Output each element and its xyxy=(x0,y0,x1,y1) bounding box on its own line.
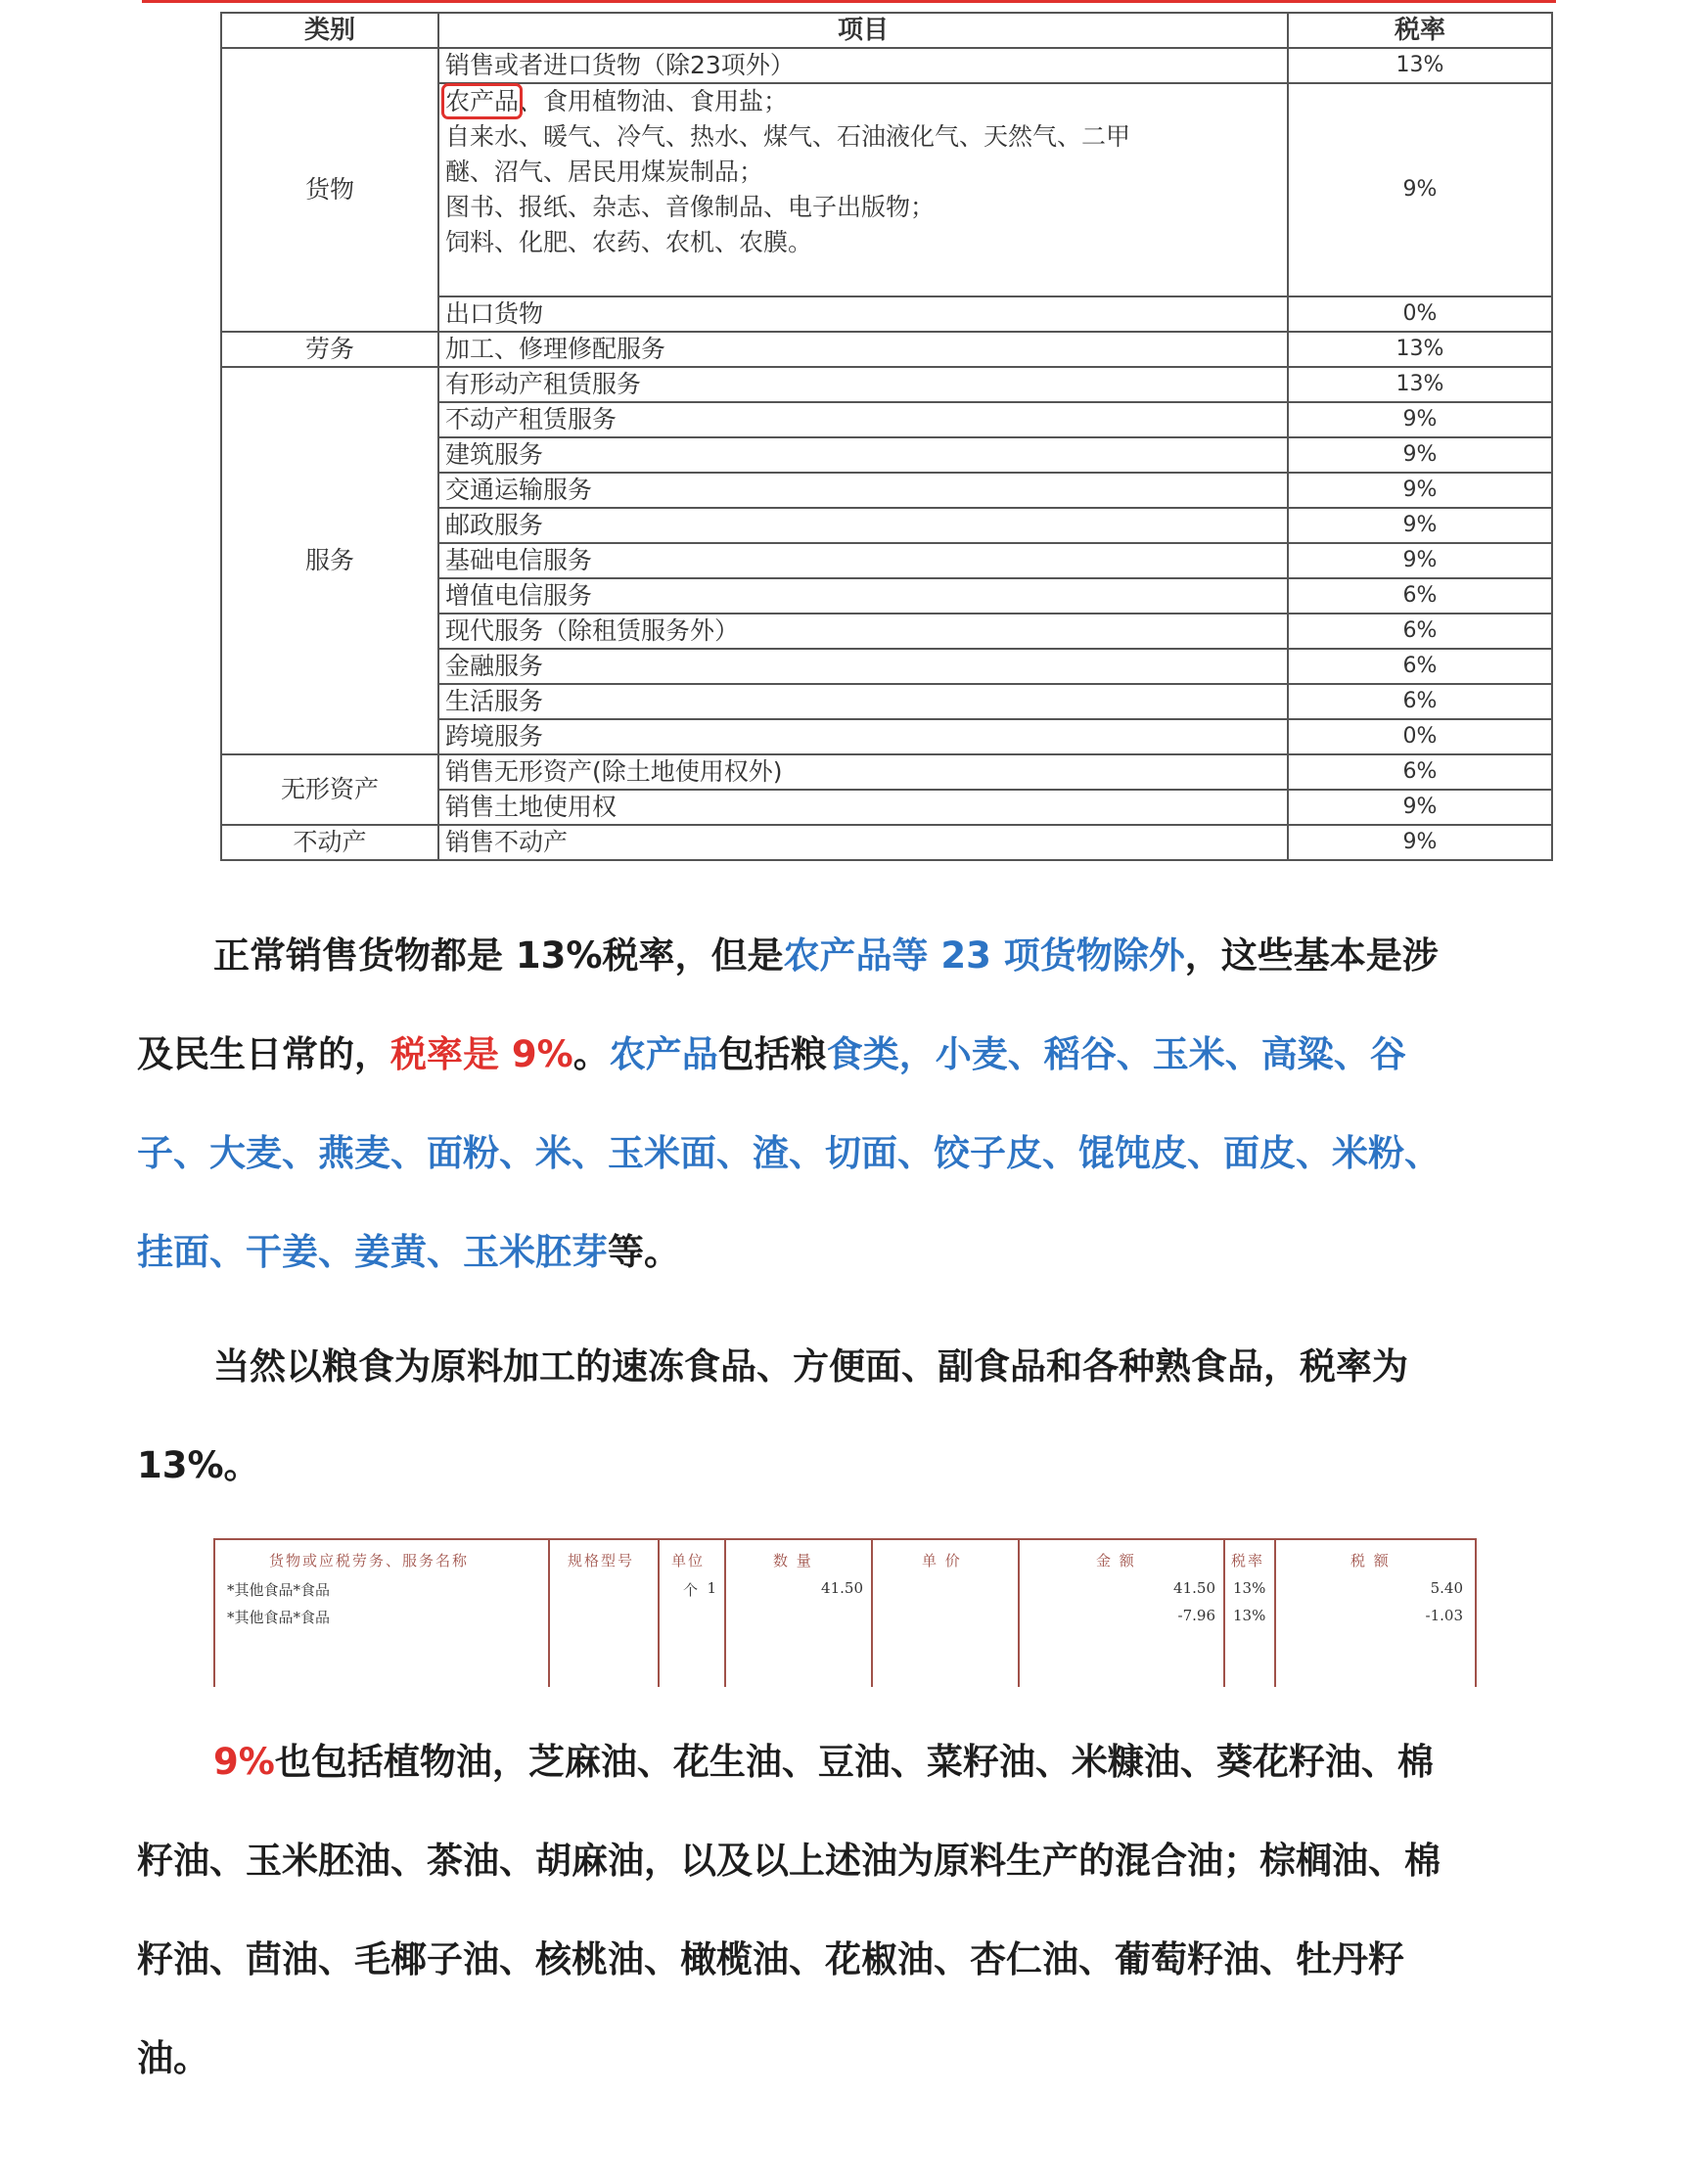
rate-cell: 6% xyxy=(1288,614,1552,649)
item-cell: 邮政服务 xyxy=(438,508,1288,543)
header-item: 项目 xyxy=(438,13,1288,48)
rate-cell: 0% xyxy=(1288,719,1552,754)
invoice-rate: 13% xyxy=(1233,1607,1266,1624)
rate-cell: 9% xyxy=(1288,508,1552,543)
rate-cell: 13% xyxy=(1288,367,1552,402)
item-cell: 出口货物 xyxy=(438,296,1288,332)
invoice-tax: -1.03 xyxy=(1425,1607,1463,1624)
rate-cell: 13% xyxy=(1288,332,1552,367)
rate-cell: 6% xyxy=(1288,578,1552,614)
table-header-row xyxy=(221,13,1552,48)
invoice-excerpt xyxy=(213,1538,1477,1687)
red-text-run: 税率是 9% xyxy=(390,1033,573,1075)
item-cell: 基础电信服务 xyxy=(438,543,1288,578)
invoice-header-amount: 金 额 xyxy=(1096,1552,1136,1570)
item-cell: 增值电信服务 xyxy=(438,578,1288,614)
invoice-tax: 5.40 xyxy=(1430,1579,1463,1597)
paragraph-processed-food: 当然以粮食为原料加工的速冻食品、方便面、副食品和各种熟食品，税率为 13%。 xyxy=(137,1345,1408,1486)
item-cell-9pct-goods xyxy=(438,83,1288,296)
rate-cell: 0% xyxy=(1288,296,1552,332)
goods-line-text: 、食用植物油、食用盐； xyxy=(519,87,789,115)
rate-cell: 6% xyxy=(1288,649,1552,684)
category-goods: 货物 xyxy=(221,48,438,332)
invoice-header-price: 单 价 xyxy=(922,1552,962,1570)
text-run: 。 xyxy=(572,1033,610,1075)
table-row xyxy=(221,48,1552,83)
blue-text-run: 农产品 xyxy=(609,1033,718,1075)
invoice-header-name: 货物或应税劳务、服务名称 xyxy=(269,1552,470,1570)
table-row xyxy=(221,367,1552,402)
vat-rate-table xyxy=(220,12,1553,861)
goods-line xyxy=(445,84,1281,119)
table-row xyxy=(221,825,1552,860)
item-cell: 金融服务 xyxy=(438,649,1288,684)
goods-line: 自来水、暖气、冷气、热水、煤气、石油液化气、天然气、二甲 xyxy=(445,122,1131,151)
rate-cell: 9% xyxy=(1288,473,1552,508)
text-run: ，这些基本是涉及民生日常的， xyxy=(137,934,1439,1075)
text-run: 等。 xyxy=(608,1231,680,1273)
category-real-estate: 不动产 xyxy=(221,825,438,860)
table-row xyxy=(221,332,1552,367)
item-cell: 加工、修理修配服务 xyxy=(438,332,1288,367)
text-run: 包括粮 xyxy=(717,1033,827,1075)
rate-cell: 9% xyxy=(1288,437,1552,473)
table-row xyxy=(221,754,1552,790)
invoice-header-rate: 税率 xyxy=(1231,1552,1265,1570)
text-run: 正常销售货物都是 13%税率，但是 xyxy=(213,934,784,977)
text-run: 也包括植物油，芝麻油、花生油、豆油、菜籽油、米糠油、葵花籽油、棉籽油、玉米胚油、茶油、胡麻油，以及以上述油为原料生产的混合油；棕榈油、棉籽油、茴油、毛椰子油、核桃油、橄榄油、花椒油、杏仁油、葡萄籽油、牡丹籽油。 xyxy=(137,1741,1441,2079)
rate-cell: 13% xyxy=(1288,48,1552,83)
rate-cell: 9% xyxy=(1288,543,1552,578)
paragraph-agricultural-products xyxy=(137,906,1458,1301)
highlight-agricultural-products: 农产品 xyxy=(445,87,520,115)
item-cell: 交通运输服务 xyxy=(438,473,1288,508)
item-cell: 现代服务（除租赁服务外） xyxy=(438,614,1288,649)
goods-line: 图书、报纸、杂志、音像制品、电子出版物； xyxy=(445,193,936,221)
item-cell: 不动产租赁服务 xyxy=(438,402,1288,437)
rate-cell: 9% xyxy=(1288,83,1552,296)
invoice-unit: 个 xyxy=(683,1581,699,1599)
rate-cell: 9% xyxy=(1288,402,1552,437)
rate-cell: 9% xyxy=(1288,790,1552,825)
invoice-header-unit: 单位 xyxy=(671,1552,706,1570)
category-services: 服务 xyxy=(221,367,438,754)
invoice-header-spec: 规格型号 xyxy=(568,1552,635,1570)
rate-cell: 9% xyxy=(1288,825,1552,860)
item-cell: 建筑服务 xyxy=(438,437,1288,473)
item-cell: 生活服务 xyxy=(438,684,1288,719)
header-category: 类别 xyxy=(221,13,438,48)
header-rate: 税率 xyxy=(1288,13,1552,48)
blue-text-run: 农产品等 23 项货物除外 xyxy=(783,934,1185,977)
invoice-header-tax: 税 额 xyxy=(1350,1552,1391,1570)
item-cell: 跨境服务 xyxy=(438,719,1288,754)
invoice-amount: -7.96 xyxy=(1177,1607,1215,1624)
invoice-qty: 1 xyxy=(707,1579,716,1597)
item-cell: 销售土地使用权 xyxy=(438,790,1288,825)
category-labor: 劳务 xyxy=(221,332,438,367)
blue-text-run: 食类，小麦、稻谷、玉米、高粱、谷子、大麦、燕麦、面粉、米、玉米面、渣、切面、饺子皮、馄饨皮、面皮、米粉、挂面、干姜、姜黄、玉米胚芽 xyxy=(137,1033,1441,1273)
item-cell: 有形动产租赁服务 xyxy=(438,367,1288,402)
invoice-item-name: *其他食品*食品 xyxy=(227,1581,331,1599)
item-cell: 销售无形资产(除土地使用权外) xyxy=(438,754,1288,790)
category-intangible: 无形资产 xyxy=(221,754,438,825)
goods-line: 饲料、化肥、农药、农机、农膜。 xyxy=(445,228,813,256)
invoice-amount: 41.50 xyxy=(1173,1579,1215,1597)
item-cell: 销售或者进口货物（除23项外） xyxy=(438,48,1288,83)
invoice-price: 41.50 xyxy=(821,1579,863,1597)
invoice-rate: 13% xyxy=(1233,1579,1266,1597)
item-cell: 销售不动产 xyxy=(438,825,1288,860)
rate-cell: 6% xyxy=(1288,754,1552,790)
rate-cell: 6% xyxy=(1288,684,1552,719)
red-text-run: 9% xyxy=(213,1741,275,1783)
paragraph-vegetable-oils xyxy=(137,1712,1458,2108)
top-red-rule xyxy=(142,0,1556,3)
invoice-item-name: *其他食品*食品 xyxy=(227,1609,331,1626)
goods-line: 醚、沼气、居民用煤炭制品； xyxy=(445,158,764,186)
invoice-header-qty: 数 量 xyxy=(773,1552,813,1570)
